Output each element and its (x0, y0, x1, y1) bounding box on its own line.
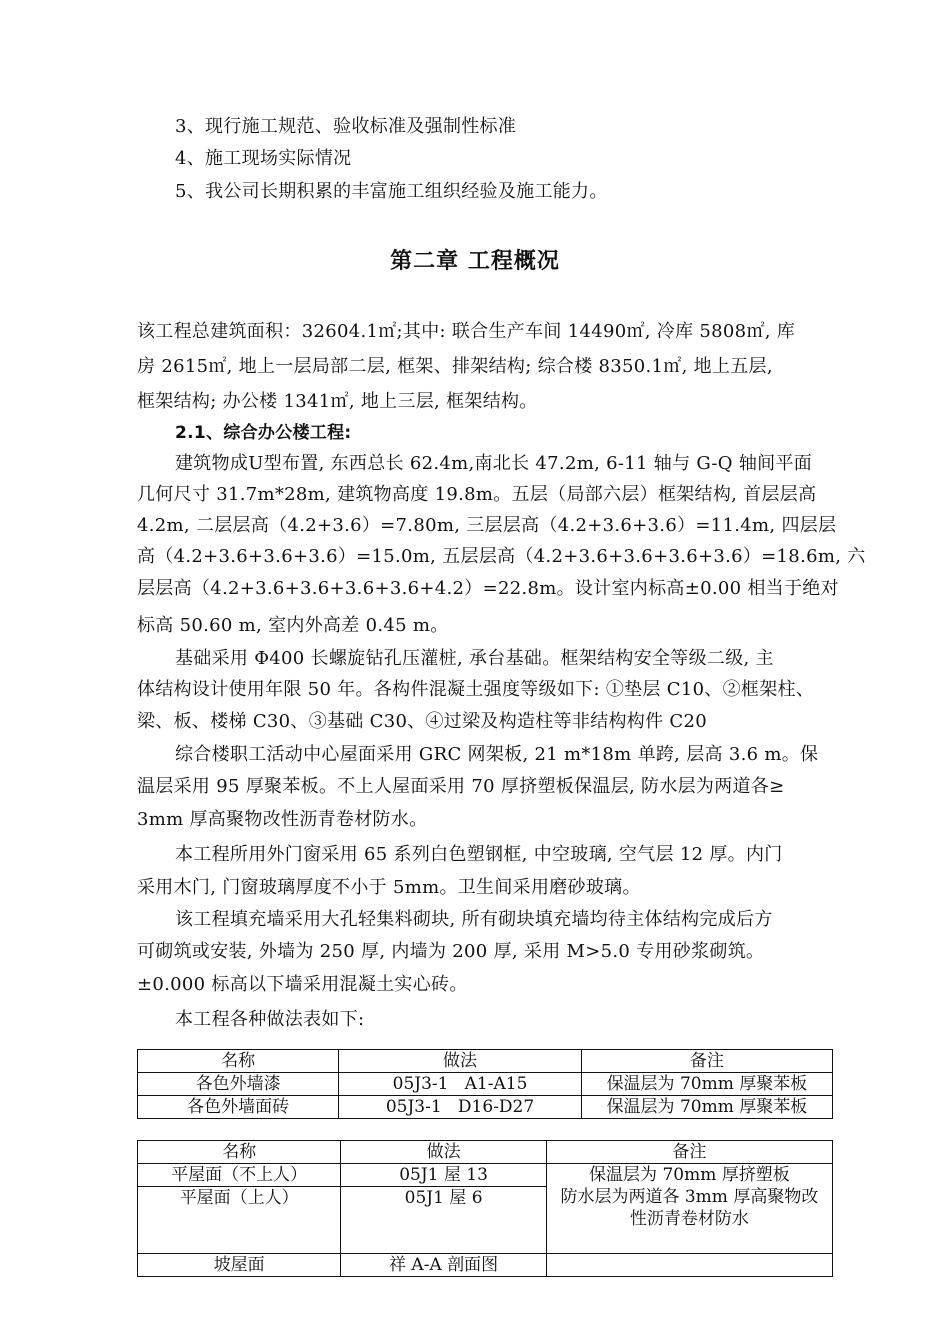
table-row (138, 1096, 833, 1119)
table-cell: 05J3-1 D16-D27 (339, 1096, 582, 1119)
table-header: 做法 (339, 1050, 582, 1073)
table-cell: 各色外墙面砖 (138, 1096, 339, 1119)
paragraph-line: 房 2615㎡, 地上一层局部二层, 框架、排架结构; 综合楼 8350.1㎡, 地上五层, (137, 356, 773, 377)
table-cell: 05J1 屋 13 (341, 1164, 546, 1187)
table-cell: 各色外墙漆 (138, 1073, 339, 1096)
table-header: 备注 (546, 1141, 832, 1164)
table-cell: 05J3-1 A1-A15 (339, 1073, 582, 1096)
paragraph-line: 可砌筑或安装, 外墙为 250 厚, 内墙为 200 厚, 采用 M>5.0 专用砂浆砌筑。 (137, 941, 765, 962)
paragraph-line: 标高 50.60 m, 室内外高差 0.45 m。 (137, 615, 449, 636)
list-item: 3、现行施工规范、验收标准及强制性标准 (175, 116, 517, 137)
paragraph-line: 建筑物成U型布置, 东西总长 62.4m,南北长 47.2m, 6-11 轴与 G-Q 轴间平面 (175, 453, 813, 474)
table-header: 名称 (138, 1050, 339, 1073)
table-header-row (138, 1141, 833, 1164)
chapter-title: 第二章 工程概况 (390, 249, 560, 274)
list-item: 5、我公司长期积累的丰富施工组织经验及施工能力。 (175, 181, 608, 202)
paragraph-line: 综合楼职工活动中心屋面采用 GRC 网架板, 21 m*18m 单跨, 层高 3.6 m。保 (175, 744, 819, 765)
paragraph-line: 温层采用 95 厚聚苯板。不上人屋面采用 70 厚挤塑板保温层, 防水层为两道各≥ (137, 776, 785, 797)
paragraph-line: 层层高（4.2+3.6+3.6+3.6+3.6+4.2）=22.8m。设计室内标高±0.00 相当于绝对 (137, 578, 839, 599)
table-cell: 祥 A-A 剖面图 (341, 1254, 546, 1277)
paragraph-line: 体结构设计使用年限 50 年。各构件混凝土强度等级如下: ①垫层 C10、②框架柱、 (137, 679, 815, 700)
paragraph-line: ±0.000 标高以下墙采用混凝土实心砖。 (137, 974, 468, 995)
note-line: 性沥青卷材防水 (629, 1209, 749, 1229)
paragraph-line: 3mm 厚高聚物改性沥青卷材防水。 (137, 809, 428, 830)
table-cell: 保温层为 70mm 厚聚苯板 (581, 1096, 832, 1119)
list-item: 4、施工现场实际情况 (175, 148, 352, 169)
table-cell: 平屋面（上人） (138, 1187, 341, 1254)
table-row (138, 1254, 833, 1277)
table-cell: 05J1 屋 6 (341, 1187, 546, 1254)
paragraph-line: 高（4.2+3.6+3.6+3.6）=15.0m, 五层层高（4.2+3.6+3.6+3.6+3.6）=18.6m, 六 (137, 546, 866, 567)
paragraph-line: 该工程填充墙采用大孔轻集料砌块, 所有砌块填充墙均待主体结构完成后方 (175, 909, 773, 930)
table-cell (546, 1254, 832, 1277)
table-row (138, 1164, 833, 1187)
paragraph-line: 采用木门, 门窗玻璃厚度不小于 5mm。卫生间采用磨砂玻璃。 (137, 877, 641, 898)
note-line: 防水层为两道各 3mm 厚高聚物改 (560, 1187, 819, 1207)
method-table-roofs (137, 1140, 833, 1277)
table-header: 备注 (581, 1050, 832, 1073)
table-cell: 平屋面（不上人） (138, 1164, 341, 1187)
table-header: 做法 (341, 1141, 546, 1164)
note-line: 保温层为 70mm 厚挤塑板 (589, 1165, 790, 1185)
paragraph-line: 该工程总建筑面积：32604.1㎡;其中: 联合生产车间 14490㎡, 冷库 5808㎡, 库 (137, 321, 796, 342)
table-cell-merged-note (546, 1164, 832, 1254)
paragraph-line: 几何尺寸 31.7m*28m, 建筑物高度 19.8m。五层（局部六层）框架结构, 首层层高 (137, 484, 817, 505)
method-table-walls (137, 1049, 833, 1119)
paragraph-line: 基础采用 Φ400 长螺旋钻孔压灌桩, 承台基础。框架结构安全等级二级, 主 (175, 648, 774, 669)
section-heading: 2.1、综合办公楼工程: (175, 423, 352, 443)
paragraph-line: 框架结构; 办公楼 1341㎡, 地上三层, 框架结构。 (137, 391, 538, 412)
table-cell: 保温层为 70mm 厚聚苯板 (581, 1073, 832, 1096)
table-header-row (138, 1050, 833, 1073)
paragraph-line: 本工程各种做法表如下: (175, 1009, 365, 1030)
paragraph-line: 4.2m, 二层层高（4.2+3.6）=7.80m, 三层层高（4.2+3.6+3.6）=11.4m, 四层层 (137, 515, 837, 536)
table-header: 名称 (138, 1141, 341, 1164)
table-cell: 坡屋面 (138, 1254, 341, 1277)
paragraph-line: 本工程所用外门窗采用 65 系列白色塑钢框, 中空玻璃, 空气层 12 厚。内门 (175, 844, 783, 865)
table-row (138, 1073, 833, 1096)
paragraph-line: 梁、板、楼梯 C30、③基础 C30、④过梁及构造柱等非结构构件 C20 (137, 711, 707, 732)
